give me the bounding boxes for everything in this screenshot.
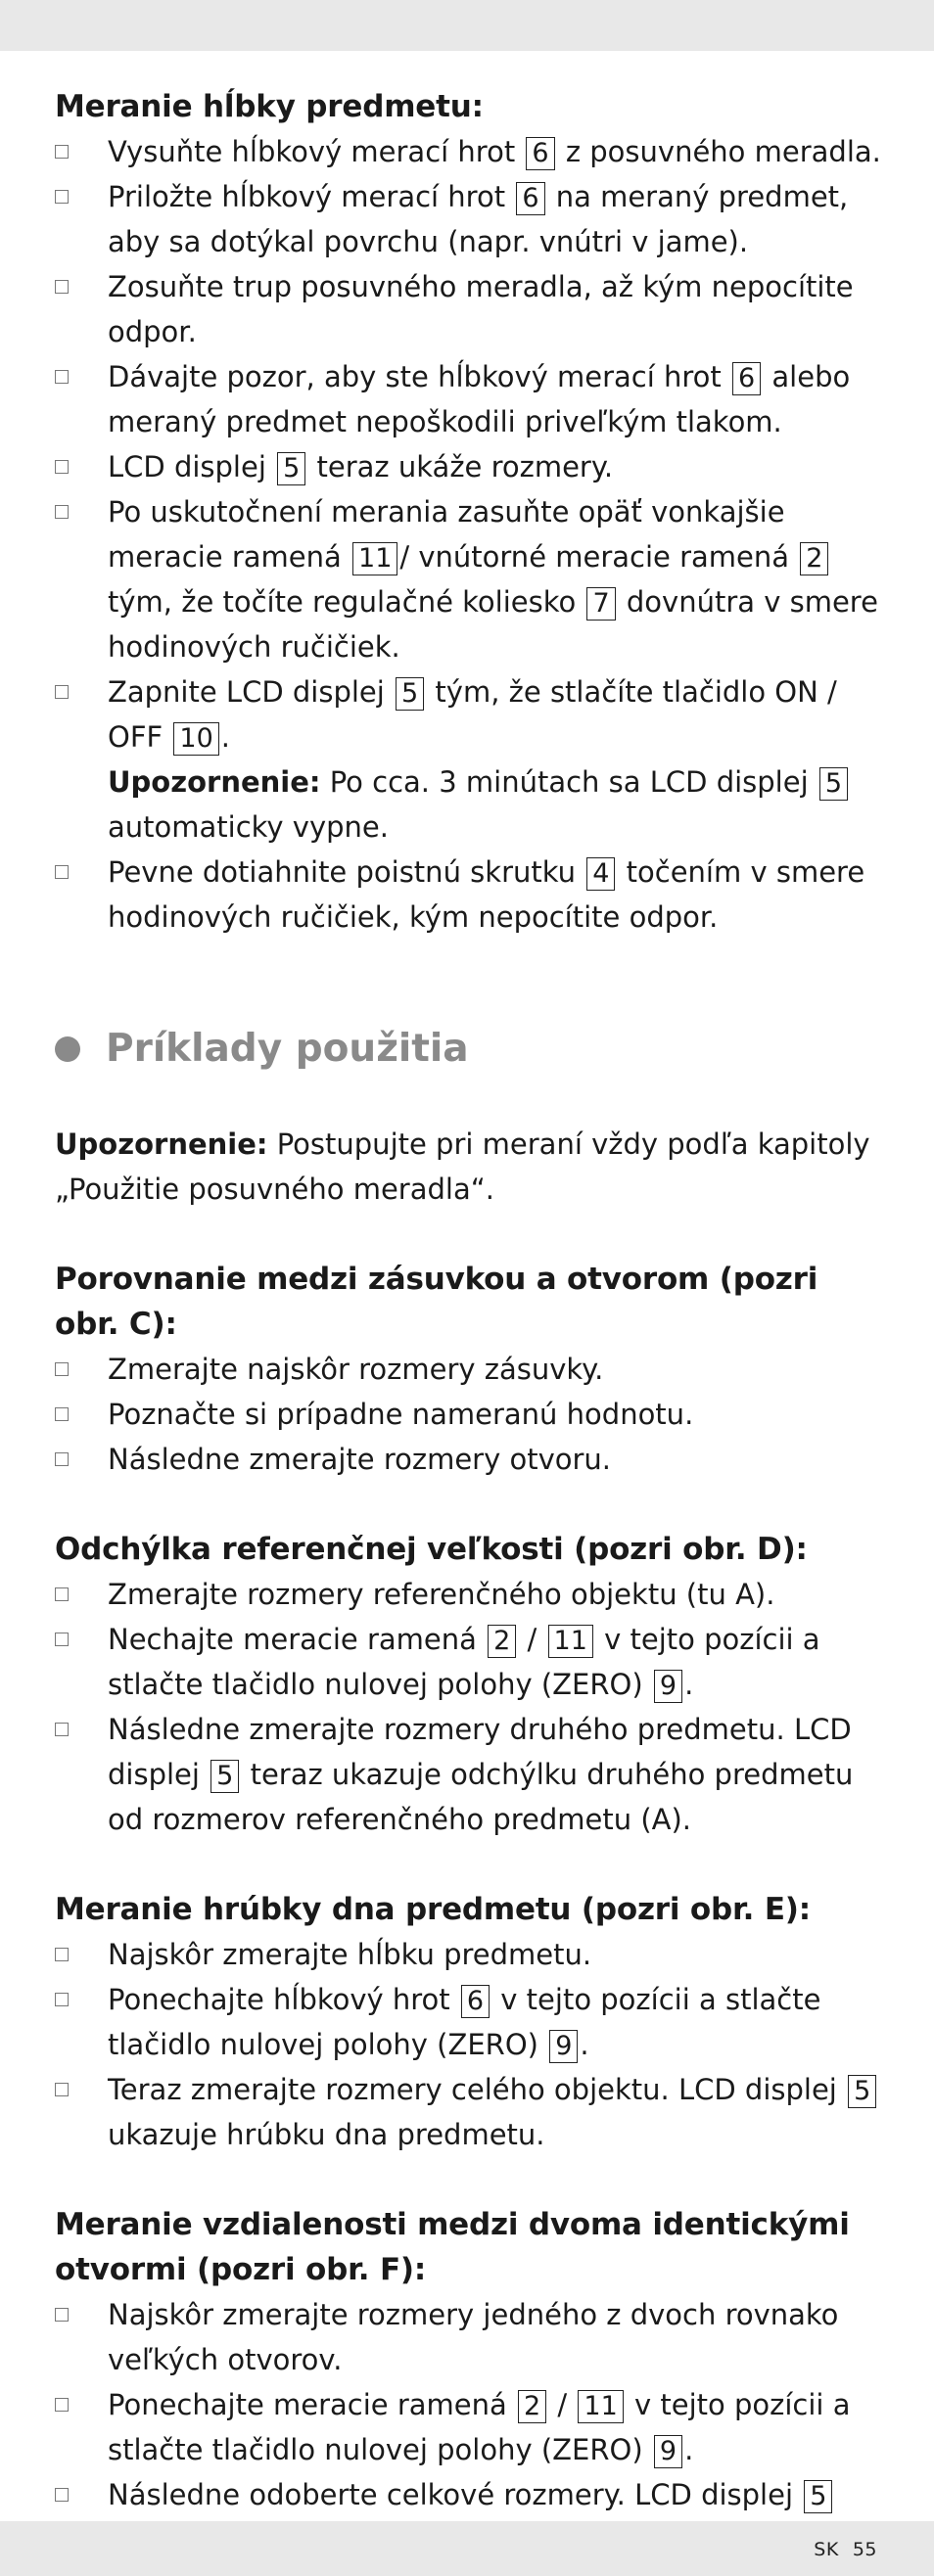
checkbox-bullet-icon [55,1452,69,1466]
text-segment: Teraz zmerajte rozmery celého objektu. LCD displej [108,2073,847,2106]
checkbox-bullet-icon [55,190,69,204]
text-segment: v tejto pozícii a stlačte tlačidlo nulovej polohy (ZERO) [108,1623,820,1701]
subsection-list [55,1572,887,1842]
part-number-box: 6 [516,182,544,215]
list-item [55,1932,887,1977]
list-item [55,1392,887,1437]
part-number-box: 5 [277,452,305,485]
section-bullet-icon [55,1036,80,1062]
part-number-box: 2 [800,542,828,575]
text-segment: Vysuňte hĺbkový merací hrot [108,135,525,168]
subsection-heading: Porovnanie medzi zásuvkou a otvorom (pozri obr. C): [55,1262,818,1342]
bottom-bar [0,2521,934,2576]
part-number-box: 4 [586,857,615,891]
text-segment: Zmerajte rozmery referenčného objektu (tu A). [108,1578,775,1611]
text-segment: / [548,2388,577,2421]
list-item [55,1572,887,1617]
text-segment: Ponechajte hĺbkový hrot [108,1983,459,2016]
checkbox-bullet-icon [55,1407,69,1421]
language-code: SK [814,2539,839,2560]
text-segment: Následne odoberte celkové rozmery. LCD displej [108,2478,803,2511]
part-number-box: 5 [210,1760,239,1793]
text-segment: v tejto pozícii a stlačte tlačidlo nulovej polohy (ZERO) [108,1983,821,2061]
page-content [55,84,887,2562]
examples-section-title [55,1022,887,1077]
text-segment: alebo meraný predmet nepoškodili priveľkým tlakom. [108,360,851,438]
part-number-box: 6 [732,362,761,395]
part-number-box: 7 [586,587,615,621]
part-number-box: 10 [173,722,218,756]
part-number-box: 6 [526,137,554,170]
subsection-heading: Odchýlka referenčnej veľkosti (pozri obr. D): [55,1532,808,1567]
text-segment: Po cca. 3 minútach sa LCD displej [320,765,817,799]
checkbox-bullet-icon [55,865,69,879]
checkbox-bullet-icon [55,2488,69,2502]
checkbox-bullet-icon [55,370,69,384]
text-segment: dovnútra v smere hodinových ručičiek. [108,585,878,664]
list-item [55,1977,887,2067]
part-number-box: 9 [654,1670,682,1703]
list-item [55,2067,887,2157]
text-segment: Pevne dotiahnite poistnú skrutku [108,855,585,889]
list-item [55,489,887,669]
checkbox-bullet-icon [55,505,69,519]
text-segment: . [580,2028,589,2061]
text-segment: LCD displej [108,450,276,483]
note-label: Upozornenie: [108,765,321,799]
text-segment: Najskôr zmerajte hĺbku predmetu. [108,1938,592,1971]
part-number-box: 9 [654,2435,682,2468]
part-number-box: 5 [848,2075,876,2108]
text-segment: Zmerajte najskôr rozmery zásuvky. [108,1353,604,1386]
part-number-box: 11 [352,542,397,575]
part-number-box: 9 [549,2030,578,2063]
text-segment: / vnútorné meracie ramená [399,540,799,574]
page-number: 55 [852,2539,877,2560]
list-item [55,1437,887,1482]
part-number-box: 2 [488,1625,516,1658]
note-text: Postupujte pri meraní vždy podľa kapitoly „Použitie posuvného meradla“. [55,1127,870,1206]
note-label: Upozornenie: [55,1127,268,1161]
section-heading: Meranie hĺbky predmetu: [55,89,484,124]
text-segment: Následne zmerajte rozmery druhého predmetu. LCD displej [108,1713,852,1791]
text-segment: Poznačte si prípadne nameranú hodnotu. [108,1398,694,1431]
list-item [55,129,887,174]
list-item [55,1347,887,1392]
examples-title: Príklady použitia [106,1027,469,1071]
text-segment: teraz ukáže rozmery. [307,450,614,483]
checkbox-bullet-icon [55,280,69,294]
text-segment: automaticky vypne. [108,810,389,844]
part-number-box: 6 [461,1985,490,2018]
text-segment: v tejto pozícii a stlačte tlačidlo nulovej polohy (ZERO) [108,2388,851,2466]
checkbox-bullet-icon [55,1633,69,1646]
top-bar [0,0,934,51]
list-item [55,2382,887,2472]
text-segment: Zosuňte trup posuvného meradla, až kým nepocítite odpor. [108,270,854,348]
list-item [55,264,887,354]
subsection-heading: Meranie hrúbky dna predmetu (pozri obr. E): [55,1892,811,1927]
text-segment: Priložte hĺbkový merací hrot [108,180,515,213]
checkbox-bullet-icon [55,2308,69,2322]
list-item [55,2292,887,2382]
part-number-box: 5 [396,677,424,711]
checkbox-bullet-icon [55,1362,69,1376]
checkbox-bullet-icon [55,145,69,159]
text-segment: Dávajte pozor, aby ste hĺbkový merací hrot [108,360,730,393]
list-item [55,174,887,264]
list-item [55,1617,887,1707]
part-number-box: 5 [819,767,848,801]
part-number-box: 2 [518,2390,546,2423]
subsection-list [55,1932,887,2157]
text-segment: tým, že stlačíte tlačidlo ON / OFF [108,675,837,754]
text-segment: . [220,720,230,754]
text-segment: . [684,2433,694,2466]
list-item [55,850,887,940]
text-segment: točením v smere hodinových ručičiek, kým nepocítite odpor. [108,855,865,934]
part-number-box: 5 [804,2480,832,2513]
checkbox-bullet-icon [55,2398,69,2412]
checkbox-bullet-icon [55,685,69,699]
text-segment: tým, že točíte regulačné koliesko [108,585,585,619]
checkbox-bullet-icon [55,1587,69,1601]
text-segment: teraz ukazuje odchýlku druhého predmetu od rozmerov referenčného predmetu (A). [108,1758,854,1836]
text-segment: Najskôr zmerajte rozmery jedného z dvoch rovnako veľkých otvorov. [108,2298,839,2376]
section-list [55,129,887,940]
text-segment: Následne zmerajte rozmery otvoru. [108,1443,611,1476]
page-footer [800,2539,877,2560]
checkbox-bullet-icon [55,1993,69,2006]
part-number-box: 11 [548,1625,593,1658]
text-segment: ukazuje hrúbku dna predmetu. [108,2118,545,2151]
subsection-heading: Meranie vzdialenosti medzi dvoma identickými otvormi (pozri obr. F): [55,2207,850,2287]
checkbox-bullet-icon [55,2083,69,2096]
text-segment: Po uskutočnení merania zasuňte opäť vonkajšie meracie ramená [108,495,785,574]
list-item [55,669,887,850]
examples-note [55,1122,887,1212]
text-segment: z posuvného meradla. [556,135,881,168]
list-item [55,1707,887,1842]
subsection-list [55,1347,887,1482]
text-segment: Zapnite LCD displej [108,675,395,709]
text-segment: Ponechajte meracie ramená [108,2388,517,2421]
list-item [55,444,887,489]
text-segment: Nechajte meracie ramená [108,1623,487,1656]
checkbox-bullet-icon [55,1723,69,1736]
part-number-box: 11 [578,2390,623,2423]
text-segment: / [518,1623,546,1656]
text-segment: na meraný predmet, aby sa dotýkal povrchu (napr. vnútri v jame). [108,180,849,258]
text-segment: . [684,1668,694,1701]
checkbox-bullet-icon [55,460,69,474]
list-item [55,354,887,444]
checkbox-bullet-icon [55,1948,69,1961]
